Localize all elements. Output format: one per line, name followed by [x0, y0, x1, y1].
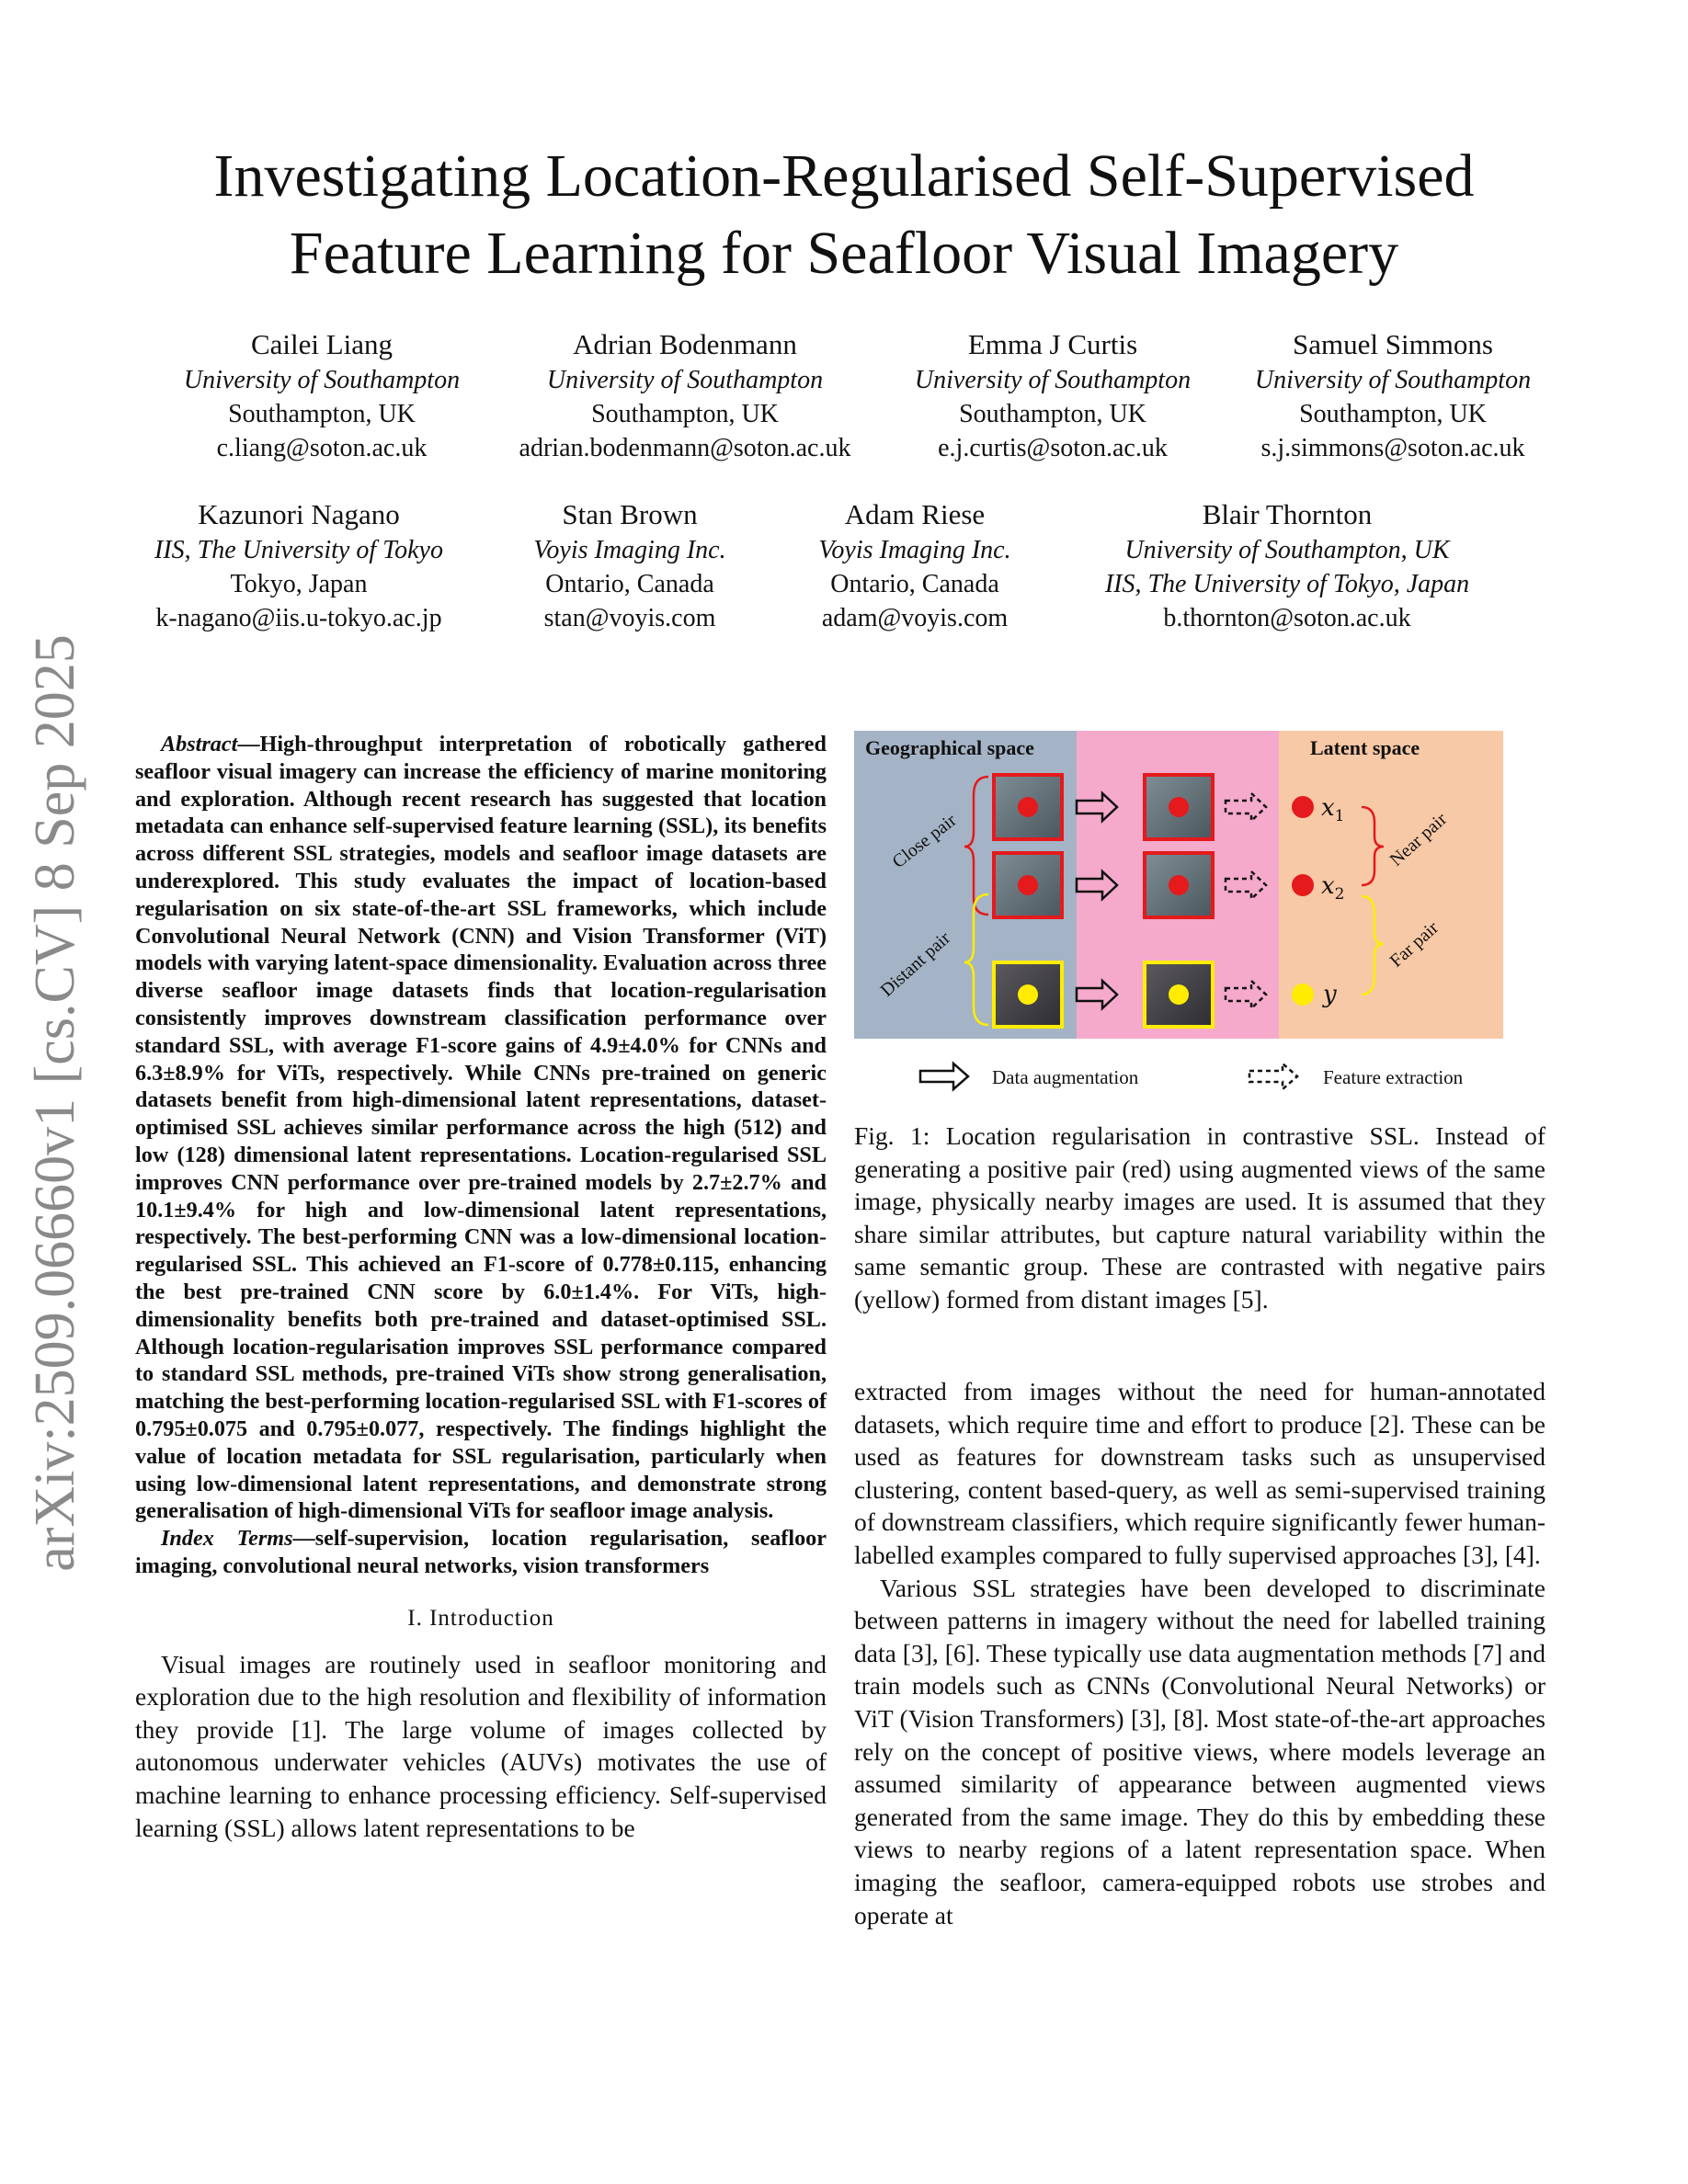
figure-1 [854, 731, 1545, 1117]
latent-point-x2 [1292, 874, 1314, 896]
author-location: Ontario, Canada [545, 570, 714, 598]
near-pair-label: Near pair [1386, 809, 1452, 870]
intro-paragraph-2: Various SSL strategies have been developed to discriminate between patterns in imagery without the need for labelled training data [3], [6]. These typically use data augmentation methods [7] and train models such as CNNs (Convolutional Neural Networks) or ViT (Vision Transformers) [3], [8]. Most state-of-the-art approaches rely on the concept of positive views, where models leverage an assumed similarity of appearance between augmented views generated from the same image. They do this by embedding these views to nearby regions of a latent representation space. When imaging the seafloor, camera-equipped robots use strobes and operate at [854, 1573, 1545, 1929]
abstract [135, 731, 827, 1525]
positive-marker [1169, 797, 1189, 817]
author-block [1241, 326, 1545, 465]
author-block [515, 496, 745, 635]
latent-label-x1: $x_1$ [1321, 794, 1345, 825]
figure-caption-block [854, 1120, 1545, 1316]
author-affiliation: Voyis Imaging Inc. [533, 536, 726, 564]
left-column [135, 731, 827, 1844]
paper-title [0, 138, 1688, 292]
index-terms [135, 1525, 827, 1580]
author-affiliation: University of Southampton [1254, 366, 1532, 394]
author-email[interactable]: adam@voyis.com [821, 604, 1009, 632]
legend-augmentation-label: Data augmentation [992, 1066, 1139, 1088]
legend-augmentation-arrow [920, 1064, 968, 1089]
figure-1-caption: Fig. 1: Location regularisation in contrastive SSL. Instead of generating a positive pair (red) using augmented views of the same image, physically nearby images are used. It is assumed that they share similar attributes, but capture natural variability within the same semantic group. These are contrasted with negative pairs (yellow) formed from distant images [5]. [854, 1121, 1545, 1314]
author-affiliation: University of Southampton [183, 366, 461, 394]
section-heading-introduction: I. Introduction [407, 1605, 554, 1631]
author-name: Kazunori Nagano [198, 498, 400, 530]
author-email[interactable]: stan@voyis.com [543, 604, 716, 632]
author-block [138, 496, 460, 635]
abstract-label: Abstract [161, 732, 238, 756]
author-name: Emma J Curtis [967, 328, 1138, 360]
author-location: Southampton, UK [228, 400, 416, 428]
positive-marker [1169, 875, 1189, 895]
author-email[interactable]: s.j.simmons@soton.ac.uk [1260, 434, 1525, 462]
distant-pair-label: Distant pair [876, 927, 955, 1001]
author-block [1076, 496, 1499, 635]
author-name: Cailei Liang [250, 328, 393, 360]
index-terms-label: Index Terms [161, 1526, 293, 1552]
author-name: Blair Thornton [1202, 498, 1373, 530]
abstract-text: —High-throughput interpretation of robotically gathered seafloor visual imagery can increase the efficiency of marine monitoring and exploration. Although recent research has suggested that location metadata can enhance self-supervised feature learning (SSL), its benefits across different SSL strategies, models and seafloor image datasets are underexplored. This study evaluates the impact of location-based regularisation on six state-of-the-art SSL frameworks, which include Convolutional Neural Network (CNN) and Vision Transformer (ViT) models with varying latent-space dimensionality. Evaluation across three diverse seafloor image datasets finds that location-regularisation consistently improves downstream classification performance over standard SSL, with average F1-score gains of 4.9±4.0% for CNNs and 6.3±8.9% for ViTs, respectively. While CNNs pre-trained on generic datasets benefit from high-dimensional latent representations, dataset-optimised SSL achieves similar performance across the high (512) and low (128) dimensional latent representations. Location-regularised SSL improves CNN performance over pre-trained models by 2.7±2.7% and 10.1±9.4% for high and low-dimensional latent representations, respectively. The best-performing CNN was a low-dimensional location-regularised SSL. This achieved an F1-score of 0.778±0.115, enhancing the best pre-trained CNN score by 6.0±1.4%. For ViTs, high-dimensionality benefits both pre-trained and dataset-optimised SSL. Although location-regularisation improves SSL performance compared to standard SSL methods, pre-trained ViTs show strong generalisation, matching the best-performing location-regularised SSL with F1-scores of 0.795±0.075 and 0.795±0.077, respectively. The findings highlight the value of location metadata for SSL regularisation, particularly when using low-dimensional latent representations, and demonstrate strong generalisation of high-dimensional ViTs for seafloor image analysis. [135, 732, 827, 1524]
author-name: Adrian Bodenmann [573, 328, 797, 360]
author-location: Tokyo, Japan [230, 570, 368, 598]
author-block [515, 326, 855, 465]
author-affiliation: University of Southampton [546, 366, 824, 394]
author-location: Ontario, Canada [830, 570, 999, 598]
author-email[interactable]: adrian.bodenmann@soton.ac.uk [519, 434, 851, 462]
far-pair-label: Far pair [1386, 917, 1443, 972]
author-block [175, 326, 469, 465]
author-email[interactable]: k-nagano@iis.u-tokyo.ac.jp [155, 604, 442, 632]
right-column-text [854, 1375, 1545, 1931]
author-name: Adam Riese [844, 498, 986, 530]
author-email[interactable]: b.thornton@soton.ac.uk [1163, 604, 1411, 632]
arxiv-identifier: arXiv:2509.06660v1 [cs.CV] 8 Sep 2025 [24, 634, 86, 1572]
author-email[interactable]: e.j.curtis@soton.ac.uk [938, 434, 1168, 462]
positive-marker [1018, 875, 1038, 895]
intro-paragraph-1: Visual images are routinely used in seafloor monitoring and exploration due to the high resolution and flexibility of information they provide [1]. The large volume of images collected by autonomous underwater vehicles (AUVs) motivates the use of machine learning to enhance processing efficiency. Self-supervised learning (SSL) allows latent representations to be [135, 1649, 827, 1842]
author-email[interactable]: c.liang@soton.ac.uk [216, 434, 428, 462]
close-pair-label: Close pair [888, 810, 961, 872]
negative-marker [1169, 984, 1189, 1005]
latent-label-x2: $x_2$ [1321, 872, 1345, 904]
author-block [800, 496, 1030, 635]
intro-paragraph-1-continued: extracted from images without the need for human-annotated datasets, which require time and effort to produce [2]. These can be used as features for downstream tasks such as unsupervised clustering, content based-query, as well as semi-supervised training of downstream classifiers, which require significantly fewer human-labelled examples compared to fully supervised approaches [3], [4]. [854, 1377, 1545, 1569]
author-name: Stan Brown [562, 498, 698, 530]
negative-marker [1018, 984, 1038, 1005]
latent-label-y: y [1323, 981, 1337, 1008]
index-terms-text: —self-supervision, location regularisation, seafloor imaging, convolutional neural networks, vision transformers [135, 1526, 827, 1578]
author-location: Southampton, UK [591, 400, 779, 428]
title-line-2: Feature Learning for Seafloor Visual Imagery [289, 220, 1399, 287]
legend-feature-arrow [1249, 1064, 1297, 1089]
latent-space-title: Latent space [1310, 736, 1420, 759]
author-affiliation-2: IIS, The University of Tokyo, Japan [1104, 570, 1470, 598]
author-block [901, 326, 1204, 465]
latent-point-y [1292, 984, 1314, 1006]
legend-feature-label: Feature extraction [1323, 1066, 1464, 1088]
author-affiliation: Voyis Imaging Inc. [818, 536, 1011, 564]
title-line-1: Investigating Location-Regularised Self-Supervised [213, 142, 1475, 210]
figure-1-diagram [854, 731, 1545, 1117]
author-location: Southampton, UK [1299, 400, 1487, 428]
author-affiliation: University of Southampton [914, 366, 1192, 394]
positive-marker [1018, 797, 1038, 817]
author-affiliation: University of Southampton, UK [1124, 536, 1450, 564]
author-location: Southampton, UK [959, 400, 1146, 428]
author-name: Samuel Simmons [1293, 328, 1493, 360]
geographical-space-title: Geographical space [865, 736, 1034, 759]
author-affiliation: IIS, The University of Tokyo [154, 536, 443, 564]
latent-point-x1 [1292, 796, 1314, 818]
